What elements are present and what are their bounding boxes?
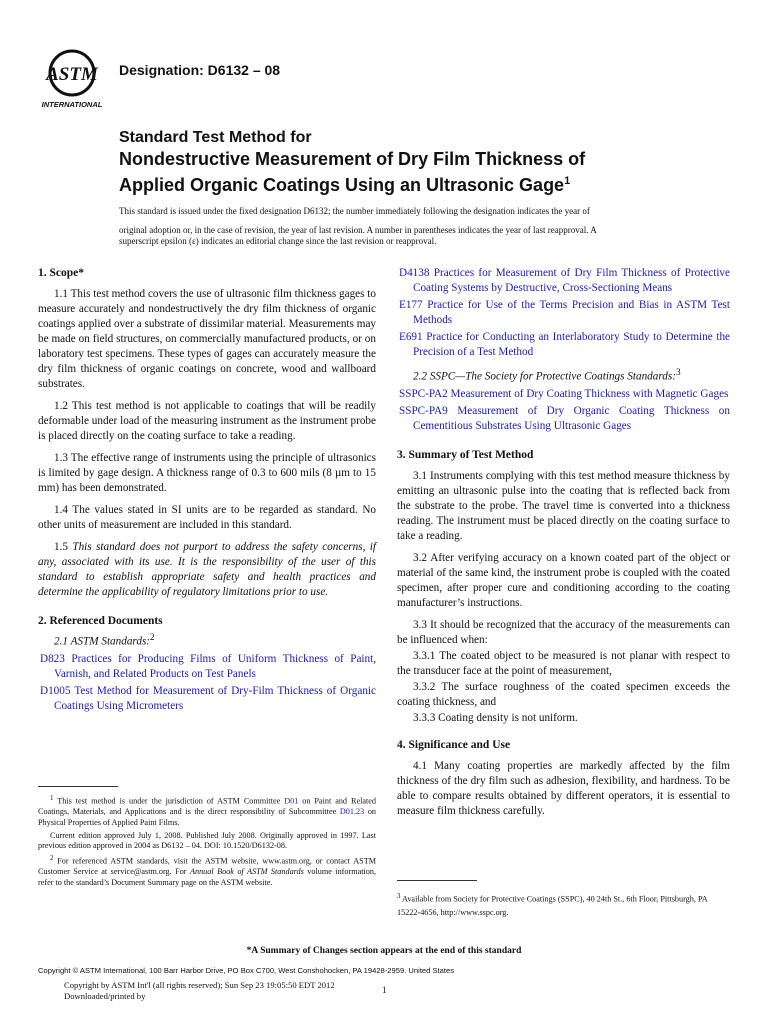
footnote-1-text-a: This test method is under the jurisdiction of ASTM Committee — [57, 796, 285, 806]
download-line2: Downloaded/printed by — [64, 991, 146, 1001]
summary-heading: 3. Summary of Test Method — [397, 448, 534, 461]
footnote-marker-2: 2 — [150, 633, 155, 643]
footnote-1-text-b: on Paint and Related Coatings, Materials, and Applications and is the direct responsibility of Subcommittee — [38, 796, 376, 817]
logo-text: ASTM — [46, 64, 98, 85]
right-column — [397, 266, 730, 826]
download-notice — [64, 980, 464, 1002]
referenced-documents-heading: 2. Referenced Documents — [38, 615, 163, 627]
reference-code-link[interactable]: SSPC-PA2 — [399, 387, 448, 400]
issuance-line3: superscript epsilon (ε) indicates an editorial change since the last revision or reapproval. — [119, 236, 437, 246]
subcommittee-link[interactable]: D01.23 — [339, 807, 365, 817]
title-line3-text: Applied Organic Coatings Using an Ultrasonic Gage — [119, 175, 565, 195]
footnote-divider — [38, 786, 118, 787]
sspc-subheading — [397, 366, 730, 385]
paragraph-3-1: 3.1 Instruments complying with this test method measure thickness by emitting an ultrasonic pulse into the coating that is reflected back from the substrate to the probe. The travel time is converted into a thickness reading. The instrument must be placed directly on the coating surface to take a reading. — [397, 469, 730, 542]
designation: Designation: D6132 – 08 — [119, 62, 281, 78]
issuance-note — [119, 206, 659, 247]
astm-logo-icon — [38, 47, 110, 111]
paragraph-3-3-3: 3.3.3 Coating density is not uniform. — [413, 711, 578, 724]
reference-code-link[interactable]: D1005 — [40, 684, 71, 697]
reference-title[interactable]: Practices for Producing Films of Uniform Thickness of Paint, Varnish, and Related Products on Test Panels — [54, 652, 377, 680]
reference-item-sspc-pa9[interactable] — [397, 404, 730, 434]
title-footnote-marker: 1 — [564, 175, 571, 187]
footnote-2-italic: Annual Book of ASTM Standards — [189, 867, 304, 877]
footnote-2-text-b: volume information, refer to the standard’s Document Summary page on the ASTM website. — [38, 867, 377, 887]
paragraph-1-5-number: 1.5 — [54, 541, 68, 553]
significance-heading: 4. Significance and Use — [397, 738, 511, 751]
reference-code-link[interactable]: D823 — [40, 652, 65, 665]
paragraph-4-1: 4.1 Many coating properties are markedly affected by the film thickness of the dry film such as adhesion, flexibility, and hardness. To be able to compare results obtained by different operators, it is essential to measure film thickness carefully. — [397, 759, 730, 817]
download-line1: Copyright by ASTM Int'l (all rights reserved); Sun Sep 23 19:05:50 EDT 2012 — [64, 980, 335, 990]
paragraph-3-3-2: 3.3.2 The surface roughness of the coated specimen exceeds the coating thickness, and — [397, 680, 730, 708]
paragraph-1-5-text: This standard does not purport to address the safety concerns, if any, associated with its use. It is the responsibility of the user of this standard to establish appropriate safety and health practices and determine the applicability of regulatory limitations prior to use. — [38, 541, 376, 598]
reference-title[interactable]: Measurement of Dry Coating Thickness with Magnetic Gages — [450, 387, 729, 400]
footnotes — [38, 794, 376, 890]
paragraph-3-3-1: 3.3.1 The coated object to be measured is not planar with respect to the transducer face at the point of measurement, — [397, 649, 730, 677]
footnote-2-text-a: For referenced ASTM standards, visit the ASTM website, www.astm.org, or contact ASTM Customer Service at service@astm.org. For — [38, 856, 377, 877]
reference-code-link[interactable]: D4138 — [399, 267, 430, 279]
left-column — [38, 266, 376, 716]
astm-standards-label: 2.1 ASTM Standards: — [54, 635, 151, 648]
footnote-1-edition: Current edition approved July 1, 2008. Published July 2008. Originally approved in 1997. Last previous edition approved in 2004 as D6132 – 04. DOI: 10.1520/D6132-08. — [38, 830, 376, 851]
summary-of-changes-note: *A Summary of Changes section appears at the end of this standard — [246, 946, 522, 956]
paragraph-3-2: 3.2 After verifying accuracy on a known coated part of the object or material of the same kind, the instrument probe is coupled with the coated specimen, after proper cure and conditioning according to the coating manufacturer’s instructions. — [397, 551, 730, 609]
paragraph-1-1: 1.1 This test method covers the use of ultrasonic film thickness gages to measure accurately and nondestructively the dry film thickness of organic coatings applied over a substrate of dissimilar material. Measurements may be made on field structures, on commercially manufactured products, or on laboratory test specimens. These types of gages can accurately measure the dry film thickness of organic coatings on concrete, wood and wallboard substrates. — [38, 288, 376, 390]
reference-code-link[interactable]: E691 — [399, 331, 423, 343]
reference-code-link[interactable]: E177 — [399, 299, 423, 311]
footnote-marker-3: 3 — [675, 368, 681, 378]
paragraph-3-3: 3.3 It should be recognized that the accuracy of the measurements can be influenced when: — [397, 618, 730, 646]
copyright-notice: Copyright © ASTM International, 100 Barr Harbor Drive, PO Box C700, West Conshohocken, PA 19428-2959. United States — [38, 966, 455, 975]
footnote-3-divider — [397, 880, 477, 881]
reference-title[interactable]: Practices for Measurement of Dry Film Thickness of Protective Coating Systems by Destructive, Cross-Sectioning Means — [413, 267, 730, 294]
reference-item-d1005[interactable] — [38, 684, 376, 714]
paragraph-1-3: 1.3 The effective range of instruments using the principle of ultrasonics is limited by gage design. A thickness range of 0.3 to 600 mils (8 µm to 15 mm) has been demonstrated. — [38, 452, 376, 494]
reference-title[interactable]: Practice for Use of the Terms Precision and Bias in ASTM Test Methods — [413, 299, 730, 326]
footnote-3-text: Available from Society for Protective Coatings (SSPC), 40 24th St., 6th Floor, Pittsburgh, PA 15222-4656, http://www.sspc.org. — [397, 894, 708, 917]
issuance-line1: This standard is issued under the fixed designation D6132; the number immediately following the designation indicates the year of — [119, 206, 590, 216]
footnote-1-text-c: on Physical Properties of Applied Paint Films. — [38, 807, 377, 827]
title-line3 — [119, 170, 679, 196]
paragraph-1-5 — [38, 540, 376, 600]
reference-title[interactable]: Practice for Conducting an Interlaboratory Study to Determine the Precision of a Test Method — [413, 331, 731, 358]
footnote-2: $^2$ For referenced ASTM standards, visit the ASTM website, www.astm.org, or contact ASTM Customer Service at service@astm.org. For Annual Book of ASTM Standards volume information, refer to the standard’s Document Summary page on the ASTM website. — [38, 854, 377, 887]
reference-item-sspc-pa2[interactable] — [397, 387, 730, 402]
committee-link[interactable]: D01 — [284, 796, 299, 806]
paragraph-1-2: 1.2 This test method is not applicable to coatings that will be readily deformable under load of the measuring instrument as the instrument probe is placed directly on the coating surface to take a reading. — [38, 400, 376, 442]
reference-title[interactable]: Measurement of Dry Organic Coating Thickness on Cementitious Substrates Using Ultrasonic Gages — [413, 404, 730, 432]
title-line2: Nondestructive Measurement of Dry Film Thickness of — [119, 149, 586, 169]
astm-logo — [38, 47, 110, 111]
page-number: 1 — [382, 985, 387, 995]
title-line1: Standard Test Method for — [119, 129, 312, 146]
footnote-1: $^1$ This test method is under the jurisdiction of ASTM Committee D01 on Paint and Related Coatings, Materials, and Applications and is the direct responsibility of Subcommittee D01.23 on Physical Properties of Applied Paint Films. — [38, 795, 377, 827]
issuance-line2: original adoption or, in the case of revision, the year of last revision. A number in parentheses indicates the year of last reapproval. A — [119, 225, 597, 235]
reference-item-e691[interactable] — [397, 330, 730, 360]
paragraph-1-4: 1.4 The values stated in SI units are to be regarded as standard. No other units of measurement are included in this standard. — [38, 504, 376, 531]
scope-heading: 1. Scope* — [38, 267, 84, 279]
reference-item-d823[interactable] — [38, 652, 376, 682]
footnote-3: $^3$ Available from Society for Protective Coatings (SSPC), 40 24th St., 6th Floor, Pittsburgh, PA 15222-4656, http://www.sspc.org. — [397, 893, 708, 917]
reference-title[interactable]: Test Method for Measurement of Dry-Film Thickness of Organic Coatings Using Micrometers — [54, 684, 376, 712]
reference-item-e177[interactable] — [397, 298, 730, 328]
sspc-label: 2.2 SSPC—The Society for Protective Coatings Standards: — [413, 370, 676, 383]
logo-subtext: INTERNATIONAL — [41, 100, 103, 109]
reference-code-link[interactable]: SSPC-PA9 — [399, 404, 448, 417]
reference-item-d4138[interactable] — [397, 266, 730, 296]
astm-standards-subheading — [38, 631, 376, 650]
document-title — [119, 128, 679, 196]
